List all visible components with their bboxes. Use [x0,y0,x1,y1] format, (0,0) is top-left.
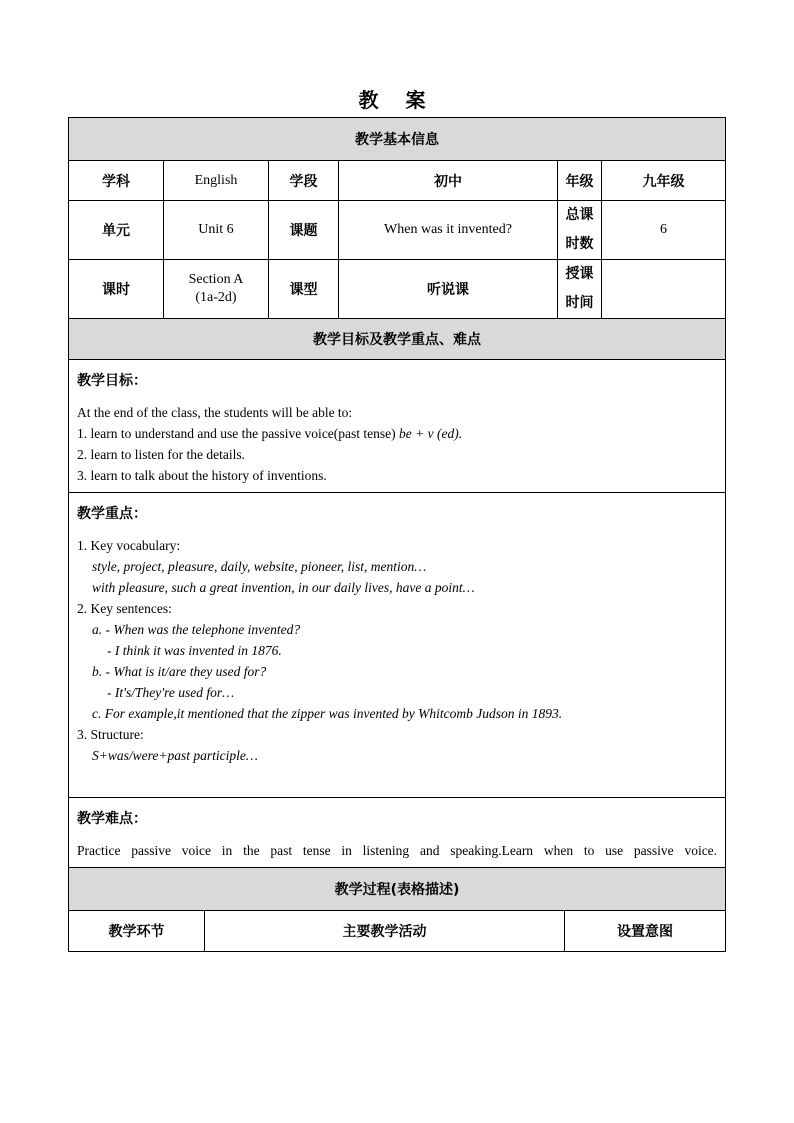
objective-item-2: 2. learn to listen for the details. [77,447,245,462]
objective-item-1 [77,423,717,444]
sentences-heading: 2. Key sentences: [77,601,172,616]
type-value: 听说课 [339,260,558,319]
subject-label: 学科 [69,161,164,201]
sentence-c: c. For example,it mentioned that the zipper was invented by Whitcomb Judson in 1893. [92,706,563,721]
process-table [68,910,726,952]
objectives-section [69,360,726,493]
teaching-time-value [602,260,726,319]
sentence-b-answer: - It's/They're used for… [107,685,235,700]
teaching-time-label [558,260,602,319]
period-value-line2: (1a-2d) [195,290,237,305]
difficulties-text: Practice passive voice in the past tense in listening and speaking.Learn when to use passive voice. [77,843,718,858]
page-title: 教 案 [358,88,436,112]
stage-value: 初中 [339,161,558,201]
topic-value: When was it invented? [339,201,558,260]
objectives-title: 教学目标： [77,373,147,389]
vocab-line-1: style, project, pleasure, daily, website, pioneer, list, mention… [92,559,427,574]
objective-item-1-text: 1. learn to understand and use the passive voice(past tense) [77,426,400,441]
lesson-plan-sheet [68,117,725,952]
process-col-purpose: 设置意图 [565,911,726,952]
key-points-title: 教学重点： [77,506,147,522]
basic-info-table [68,117,726,911]
unit-value: Unit 6 [164,201,269,260]
structure-line: S+was/were+past participle… [92,748,258,763]
sentence-a-answer: - I think it was invented in 1876. [107,643,282,658]
objectives-header: 教学目标及教学重点、难点 [69,319,726,360]
vocab-heading: 1. Key vocabulary: [77,538,181,553]
objective-item-1-formula: be + v (ed). [399,426,463,441]
objective-item-3: 3. learn to talk about the history of inventions. [77,468,327,483]
sentence-a-question: a. - When was the telephone invented? [92,622,301,637]
stage-label: 学段 [269,161,339,201]
key-points-section [69,493,726,798]
teaching-time-label-line1: 授课 [565,266,594,282]
period-value [164,260,269,319]
structure-heading: 3. Structure: [77,727,144,742]
teaching-time-label-line2: 时间 [565,295,594,311]
difficulties-title: 教学难点： [77,811,147,827]
basic-info-header: 教学基本信息 [69,118,726,161]
period-value-line1: Section A [188,272,244,287]
process-header: 教学过程(表格描述) [69,868,726,911]
subject-value: English [164,161,269,201]
process-col-stage: 教学环节 [69,911,205,952]
total-hours-value: 6 [602,201,726,260]
grade-value: 九年级 [602,161,726,201]
grade-label: 年级 [558,161,602,201]
vocab-line-2: with pleasure, such a great invention, in our daily lives, have a point… [92,580,475,595]
total-hours-label-line2: 时数 [565,236,594,252]
total-hours-label-line1: 总课 [565,207,594,223]
type-label: 课型 [269,260,339,319]
total-hours-label [558,201,602,260]
difficulties-section [69,798,726,868]
process-col-activities: 主要教学活动 [205,911,565,952]
sentence-b-question: b. - What is it/are they used for? [92,664,267,679]
objectives-intro: At the end of the class, the students will be able to: [77,405,353,420]
unit-label: 单元 [69,201,164,260]
topic-label: 课题 [269,201,339,260]
period-label: 课时 [69,260,164,319]
